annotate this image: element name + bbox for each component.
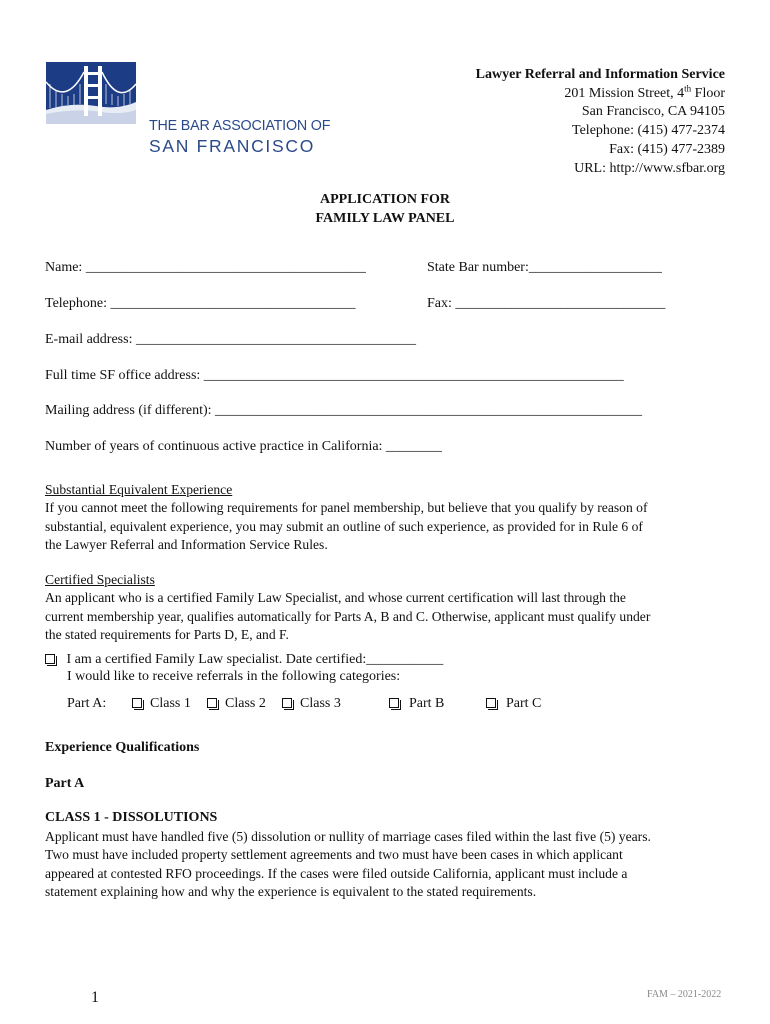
class2-option[interactable]: Class 2 bbox=[207, 695, 266, 713]
class3-option[interactable]: Class 3 bbox=[282, 695, 341, 713]
city-line: San Francisco, CA 94105 bbox=[581, 104, 725, 120]
part-c-checkbox[interactable] bbox=[486, 698, 496, 708]
part-b-option[interactable]: Part B bbox=[389, 695, 444, 713]
class3-checkbox[interactable] bbox=[282, 698, 292, 708]
logo-text-line1: THE BAR ASSOCIATION OF bbox=[149, 118, 331, 134]
name-field[interactable]: Name: ________________________________________ bbox=[45, 260, 366, 275]
class1-requirements: Applicant must have handled five (5) dissolution or nullity of marriage cases filed within the last five (5) years. Two must have included property settlement agreements and two must have been cases in which applicant appeared at contested RFO proceedings. If the cases were filed outside California, applicant must include a statement explaining how and why the experience is equivalent to the stated requirements. bbox=[45, 829, 651, 899]
certified-heading: Certified Specialists bbox=[45, 572, 155, 587]
part-a-heading: Part A bbox=[45, 776, 85, 791]
state-bar-field[interactable]: State Bar number:___________________ bbox=[427, 260, 662, 275]
class1-checkbox[interactable] bbox=[132, 698, 142, 708]
class1-heading: CLASS 1 - DISSOLUTIONS bbox=[45, 810, 218, 825]
email-field[interactable]: E-mail address: ________________________________________ bbox=[45, 332, 416, 347]
part-b-checkbox[interactable] bbox=[389, 698, 399, 708]
experience-heading: Experience Qualifications bbox=[45, 740, 200, 755]
telephone-field[interactable]: Telephone: ___________________________________ bbox=[45, 296, 356, 311]
years-practice-field[interactable]: Number of years of continuous active practice in California: ________ bbox=[45, 439, 442, 454]
mailing-address-field[interactable]: Mailing address (if different): _____________________________________________________________ bbox=[45, 403, 643, 418]
contact-block bbox=[476, 66, 725, 178]
substantial-section: Substantial Equivalent Experience If you cannot meet the following requirements for panel membership, but believe that you qualify by reason of substantial, equivalent experience, you may submit an outline of such experience, as provided for in Rule 6 of the Lawyer Referral and Information Service Rules. bbox=[45, 481, 735, 554]
fax-field[interactable]: Fax: ______________________________ bbox=[427, 296, 666, 311]
certified-checkbox[interactable] bbox=[45, 654, 55, 664]
certified-section: Certified Specialists An applicant who is a certified Family Law Specialist, and whose current certification will last through the current membership year, qualifies automatically for Parts A, B and C. Otherwise, applicant must qualify under the stated requirements for Parts D, E, and F. bbox=[45, 571, 735, 644]
url-line: URL: http://www.sfbar.org bbox=[574, 160, 725, 176]
org-name: Lawyer Referral and Information Service bbox=[475, 67, 725, 82]
form-code: FAM – 2021-2022 bbox=[647, 989, 722, 1000]
part-c-option[interactable]: Part C bbox=[486, 695, 541, 713]
certified-specialist-row bbox=[45, 651, 443, 669]
page-number: 1 bbox=[91, 989, 99, 1006]
class1-option[interactable]: Class 1 bbox=[132, 695, 191, 713]
fax-line: Fax: (415) 477-2389 bbox=[609, 141, 725, 157]
telephone-line: Telephone: (415) 477-2374 bbox=[572, 123, 725, 139]
street-address: 201 Mission Street, 4th Floor bbox=[564, 83, 725, 101]
logo-text-line2: SAN FRANCISCO bbox=[149, 136, 316, 156]
golden-gate-bridge-icon bbox=[46, 62, 136, 124]
class2-checkbox[interactable] bbox=[207, 698, 217, 708]
page-title: APPLICATION FOR FAMILY LAW PANEL bbox=[315, 192, 455, 226]
certified-label: I am a certified Family Law specialist. Date certified:___________ bbox=[66, 652, 444, 667]
part-a-label: Part A: bbox=[67, 696, 107, 711]
substantial-heading: Substantial Equivalent Experience bbox=[45, 482, 233, 497]
referrals-text: I would like to receive referrals in the following categories: bbox=[67, 669, 401, 684]
bar-association-logo bbox=[46, 62, 136, 124]
office-address-field[interactable]: Full time SF office address: ____________________________________________________________ bbox=[45, 368, 624, 383]
